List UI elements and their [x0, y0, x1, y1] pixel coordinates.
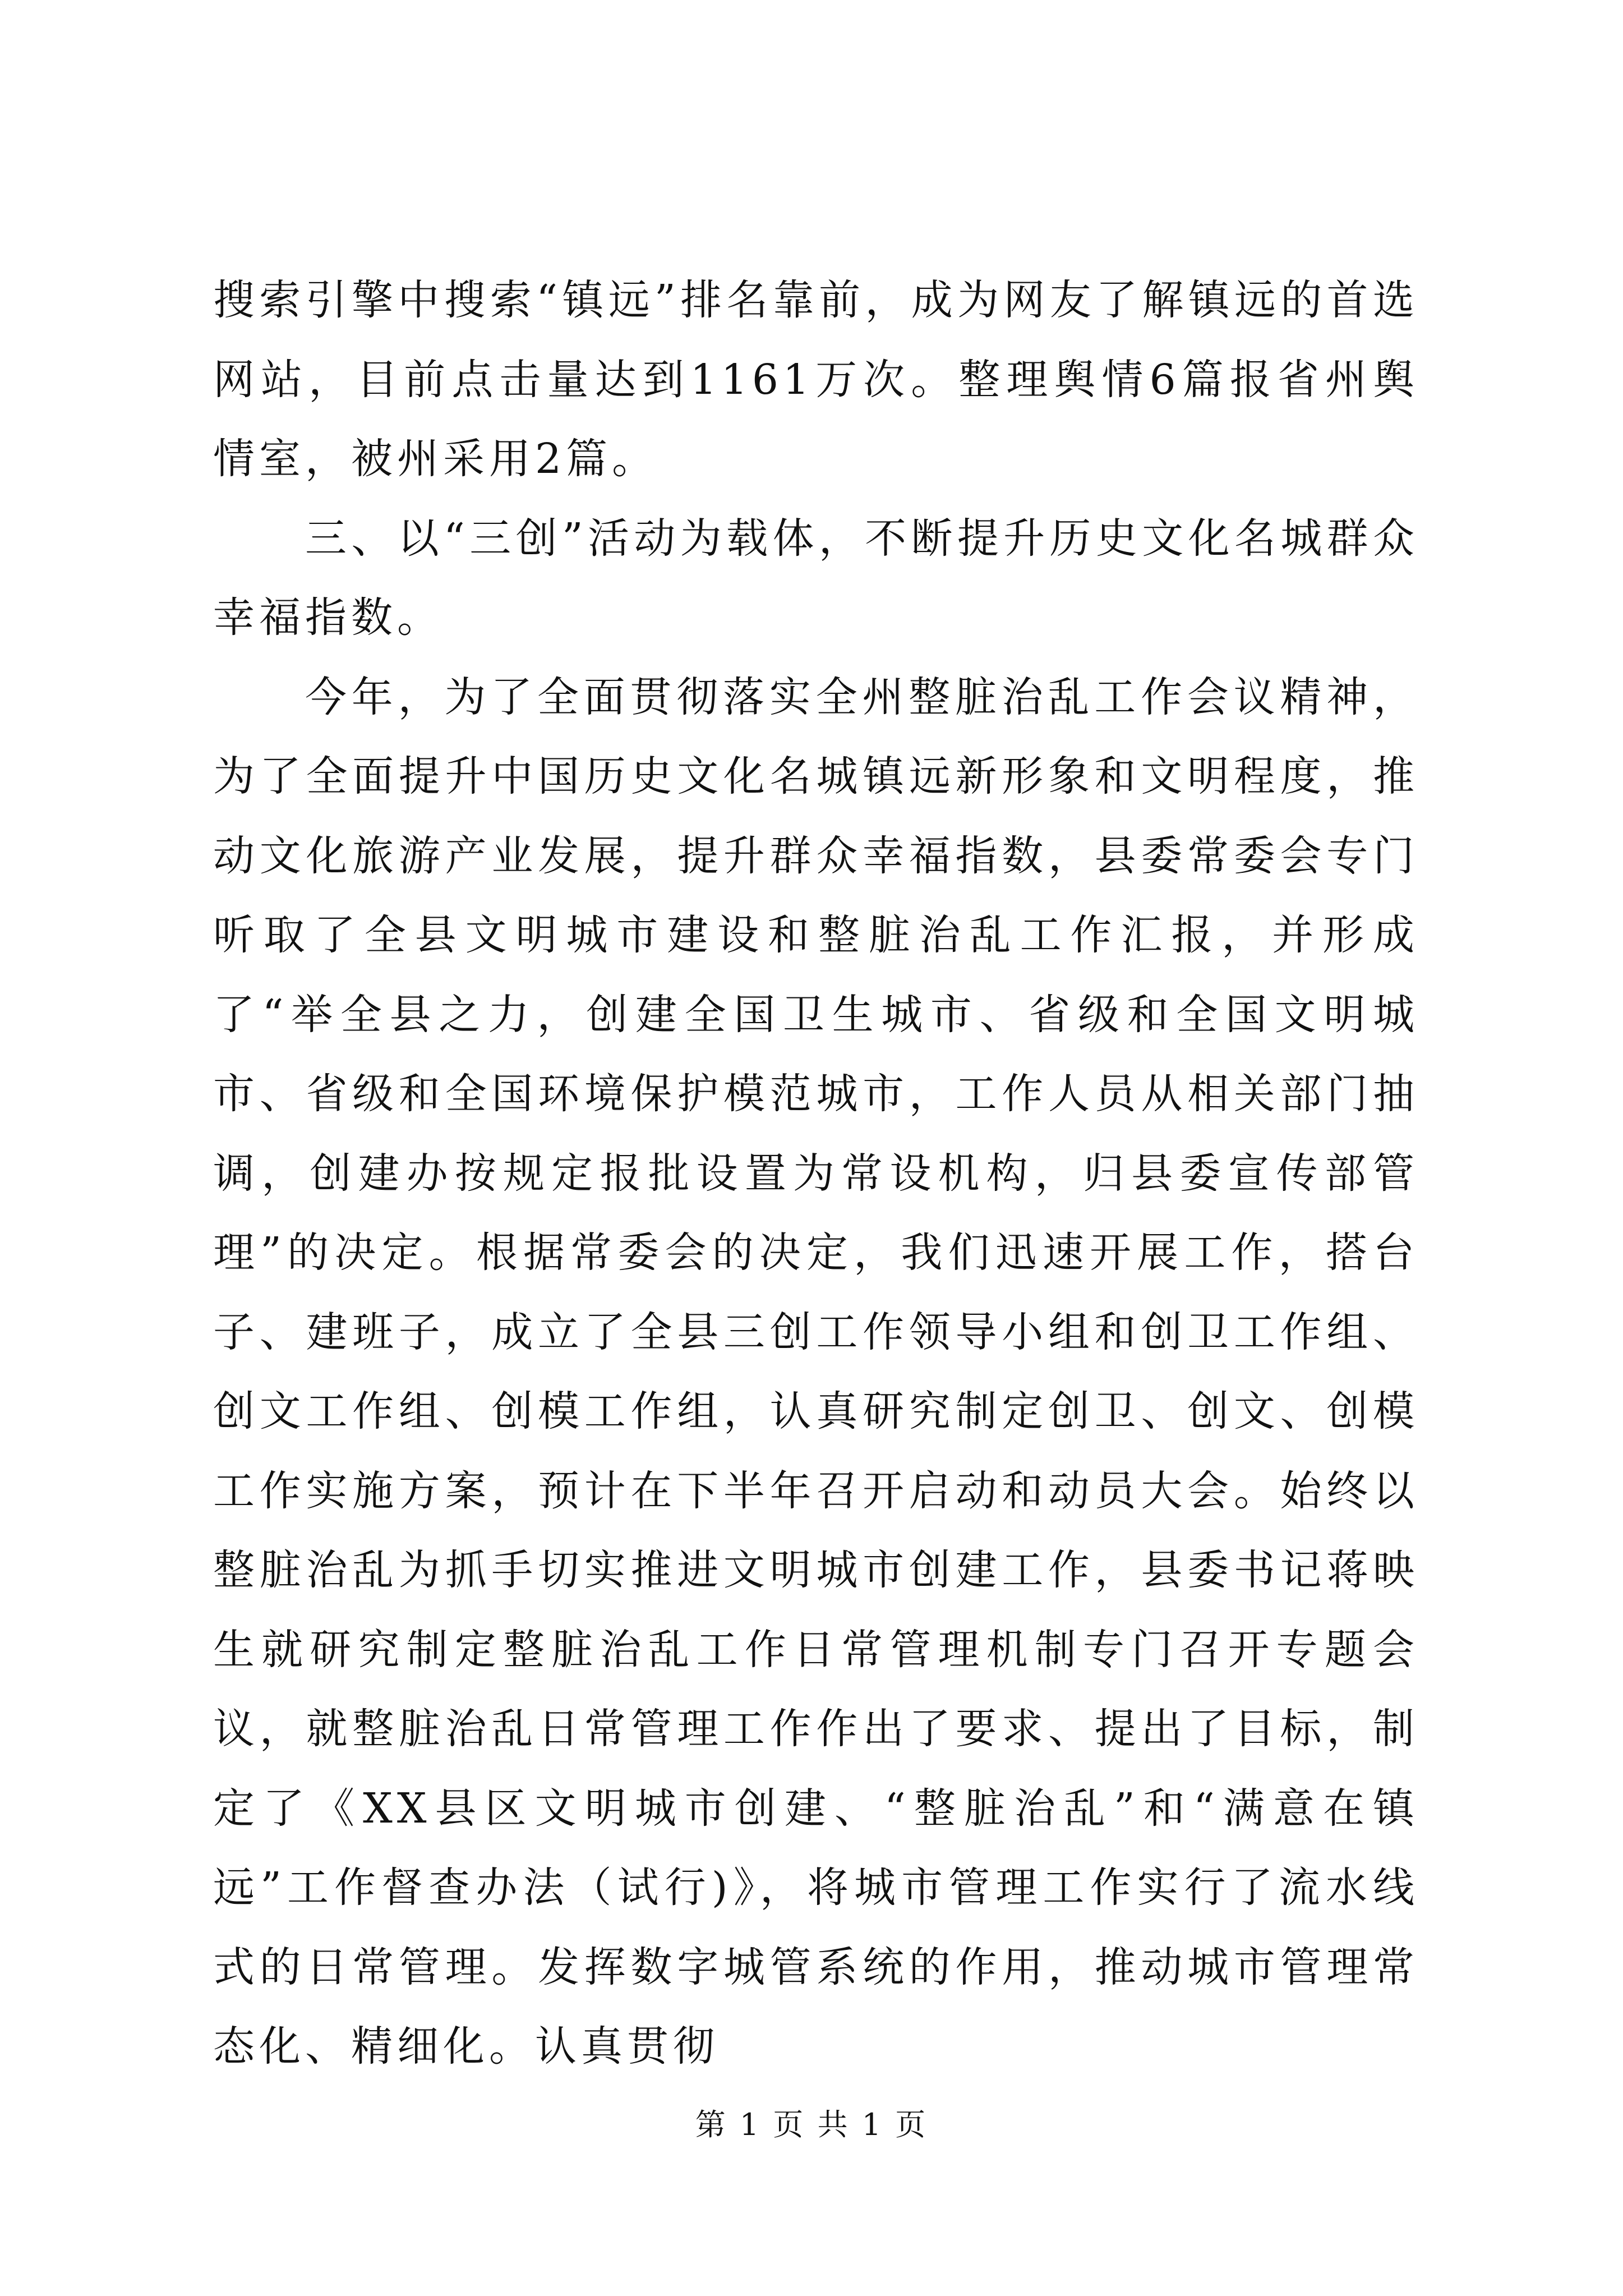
paragraph-2: 今年，为了全面贯彻落实全州整脏治乱工作会议精神，为了全面提升中国历史文化名城镇远新形象和文明程度，推动文化旅游产业发展，提升群众幸福指数，县委常委会专门听取了全县文明城市建设和整脏治乱工作汇报，并形成了“举全县之力，创建全国卫生城市、省级和全国文明城市、省级和全国环境保护模范城市，工作人员从相关部门抽调，创建办按规定报批设置为常设机构，归县委宣传部管理”的决定。根据常委会的决定，我们迅速开展工作，搭台子、建班子，成立了全县三创工作领导小组和创卫工作组、创文工作组、创模工作组，认真研究制定创卫、创文、创模工作实施方案，预计在下半年召开启动和动员大会。始终以整脏治乱为抓手切实推进文明城市创建工作，县委书记蒋映生就研究制定整脏治乱工作日常管理机制专门召开专题会议，就整脏治乱日常管理工作作出了要求、提出了目标，制定了《XX县区文明城市创建、“整脏治乱”和“满意在镇远”工作督查办法（试行)》，将城市管理工作实行了流水线式的日常管理。发挥数字城管系统的作用，推动城市管理常态化、精细化。认真贯彻 [213, 673, 1419, 2070]
paragraph-1: 搜索引擎中搜索“镇远”排名靠前，成为网友了解镇远的首选网站，目前点击量达到1161万次。整理舆情6篇报省州舆情室，被州采用2篇。 [213, 276, 1419, 483]
document-body [213, 261, 1419, 2087]
page-number-footer: 第 1 页 共 1 页 [695, 2107, 928, 2142]
section-heading-3: 三、以“三创”活动为载体，不断提升历史文化名城群众幸福指数。 [213, 514, 1419, 642]
